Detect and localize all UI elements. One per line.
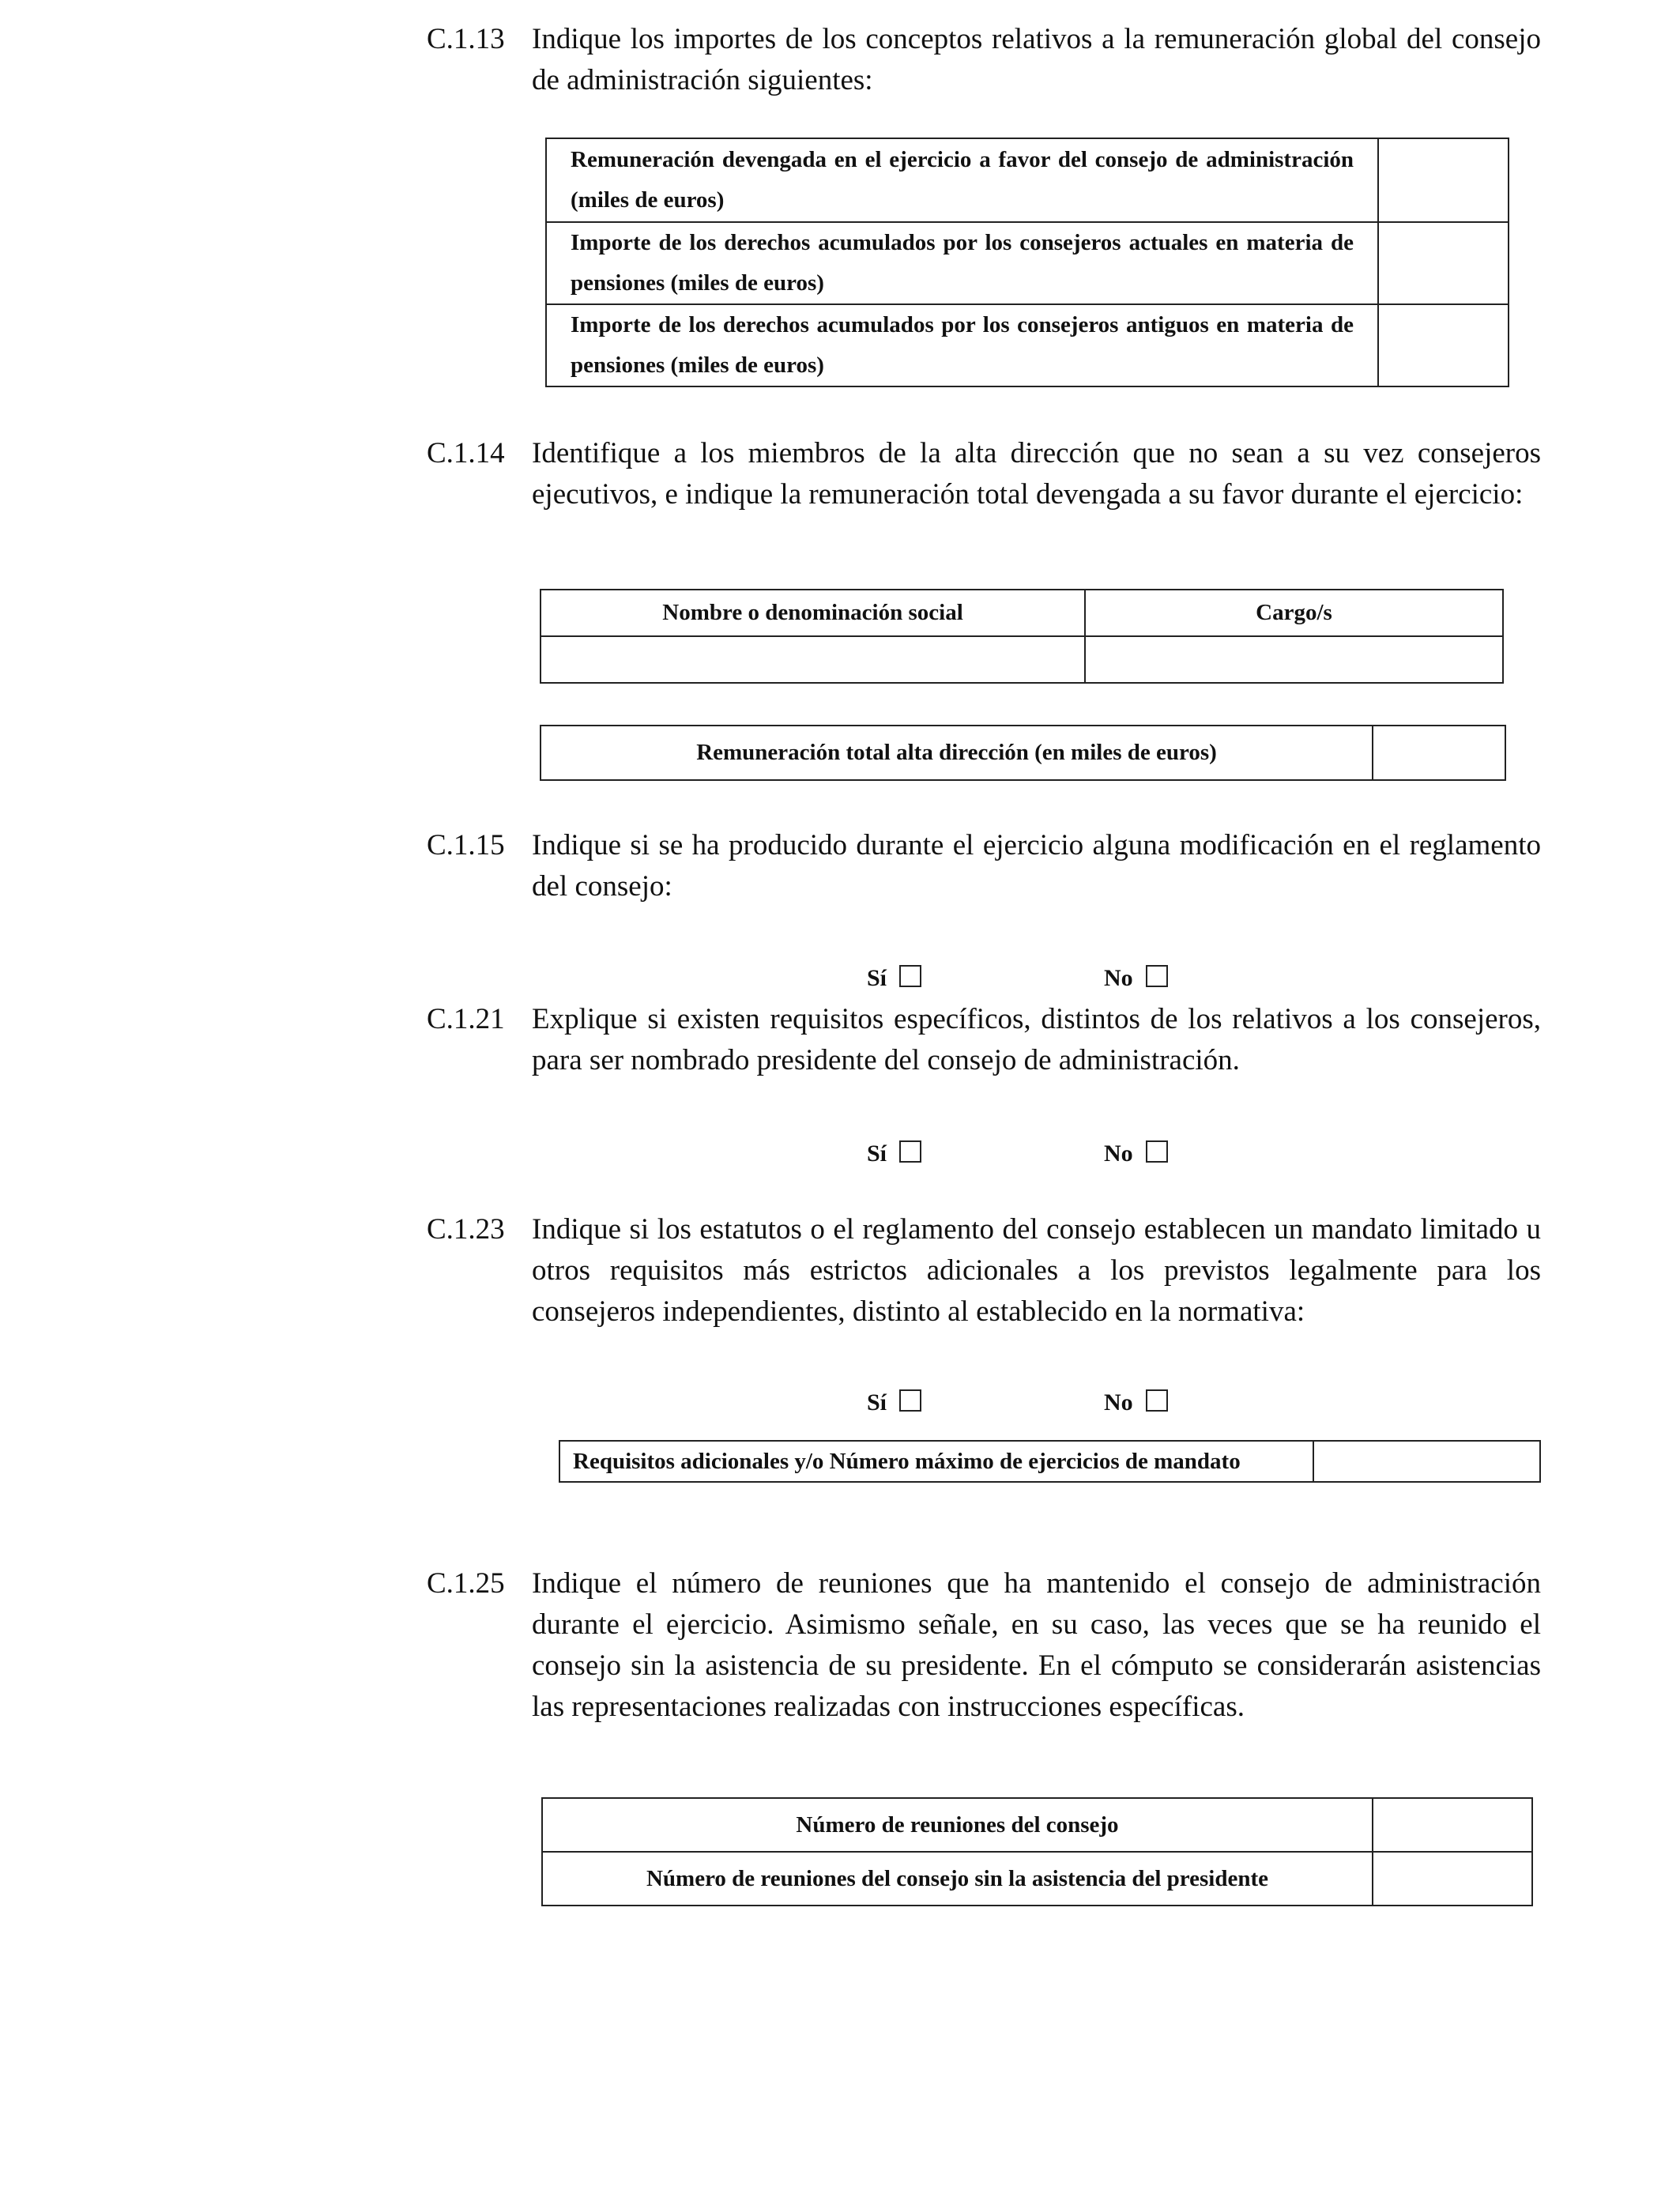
table-row bbox=[546, 222, 1509, 304]
c114-members-table bbox=[540, 589, 1504, 684]
section-number: C.1.23 bbox=[427, 1213, 505, 1246]
value-cell[interactable] bbox=[1373, 726, 1505, 780]
section-question: Indique si los estatutos o el reglamento del consejo establecen un mandato limitado u otros requisitos más estrictos adicionales a los previstos legalmente para los consejeros independientes, distinto al establecido en la normativa: bbox=[532, 1213, 1541, 1328]
section-question: Indique si se ha producido durante el ejercicio alguna modificación en el reglamento del consejo: bbox=[532, 829, 1541, 903]
value-cell[interactable] bbox=[1373, 1798, 1532, 1852]
no-option[interactable] bbox=[1104, 1387, 1168, 1419]
yes-option[interactable] bbox=[867, 963, 921, 994]
no-label: No bbox=[1104, 1140, 1133, 1167]
checkbox-icon[interactable] bbox=[1146, 1140, 1168, 1163]
row-label: Requisitos adicionales y/o Número máximo de ejercicios de mandato bbox=[559, 1441, 1313, 1482]
section-number: C.1.15 bbox=[427, 829, 505, 861]
checkbox-icon[interactable] bbox=[899, 1140, 921, 1163]
table-row bbox=[546, 304, 1509, 386]
checkbox-icon[interactable] bbox=[1146, 965, 1168, 987]
value-cell[interactable] bbox=[1378, 138, 1509, 222]
yes-label: Sí bbox=[867, 1140, 887, 1167]
table-row bbox=[541, 636, 1503, 683]
c114-total-table bbox=[540, 725, 1506, 781]
table-row bbox=[546, 138, 1509, 222]
section-number: C.1.25 bbox=[427, 1567, 505, 1600]
value-cell[interactable] bbox=[1378, 304, 1509, 386]
row-label: Número de reuniones del consejo bbox=[542, 1798, 1373, 1852]
section-question: Identifique a los miembros de la alta dirección que no sean a su vez consejeros ejecutivos, e indique la remuneración total devengada a su favor durante el ejercicio: bbox=[532, 437, 1541, 511]
checkbox-icon[interactable] bbox=[899, 1389, 921, 1412]
no-option[interactable] bbox=[1104, 1138, 1168, 1170]
row-label: Importe de los derechos acumulados por los consejeros actuales en materia de pensiones (miles de euros) bbox=[546, 222, 1378, 304]
yes-option[interactable] bbox=[867, 1387, 921, 1419]
no-label: No bbox=[1104, 1389, 1133, 1416]
table-header-row bbox=[541, 590, 1503, 636]
column-header-name: Nombre o denominación social bbox=[541, 590, 1085, 636]
position-cell[interactable] bbox=[1085, 636, 1503, 683]
value-cell[interactable] bbox=[1378, 222, 1509, 304]
yes-label: Sí bbox=[867, 1389, 887, 1416]
checkbox-icon[interactable] bbox=[1146, 1389, 1168, 1412]
column-header-position: Cargo/s bbox=[1085, 590, 1503, 636]
table-row bbox=[542, 1798, 1532, 1852]
table-row bbox=[541, 726, 1505, 780]
row-label: Remuneración total alta dirección (en miles de euros) bbox=[541, 726, 1373, 780]
value-cell[interactable] bbox=[1313, 1441, 1540, 1482]
name-cell[interactable] bbox=[541, 636, 1085, 683]
yes-label: Sí bbox=[867, 965, 887, 991]
section-question: Explique si existen requisitos específicos, distintos de los relativos a los consejeros, para ser nombrado presidente del consejo de administración. bbox=[532, 1003, 1541, 1076]
row-label: Remuneración devengada en el ejercicio a favor del consejo de administración (miles de euros) bbox=[546, 138, 1378, 222]
table-row bbox=[559, 1441, 1540, 1482]
c123-requirements-table bbox=[559, 1440, 1541, 1483]
c125-meetings-table bbox=[541, 1797, 1533, 1906]
checkbox-icon[interactable] bbox=[899, 965, 921, 987]
section-question: Indique el número de reuniones que ha mantenido el consejo de administración durante el ejercicio. Asimismo señale, en su caso, las veces que se ha reunido el consejo sin la asistencia de su presidente. En el cómputo se considerarán asistencias las representaciones realizadas con instrucciones específicas. bbox=[532, 1567, 1541, 1723]
no-option[interactable] bbox=[1104, 963, 1168, 994]
row-label: Importe de los derechos acumulados por los consejeros antiguos en materia de pensiones (miles de euros) bbox=[546, 304, 1378, 386]
section-number: C.1.13 bbox=[427, 23, 505, 55]
c113-remuneration-table bbox=[545, 138, 1509, 387]
section-question: Indique los importes de los conceptos relativos a la remuneración global del consejo de administración siguientes: bbox=[532, 23, 1541, 96]
row-label: Número de reuniones del consejo sin la asistencia del presidente bbox=[542, 1852, 1373, 1906]
table-row bbox=[542, 1852, 1532, 1906]
value-cell[interactable] bbox=[1373, 1852, 1532, 1906]
no-label: No bbox=[1104, 965, 1133, 991]
section-number: C.1.14 bbox=[427, 437, 505, 469]
section-number: C.1.21 bbox=[427, 1003, 505, 1035]
yes-option[interactable] bbox=[867, 1138, 921, 1170]
